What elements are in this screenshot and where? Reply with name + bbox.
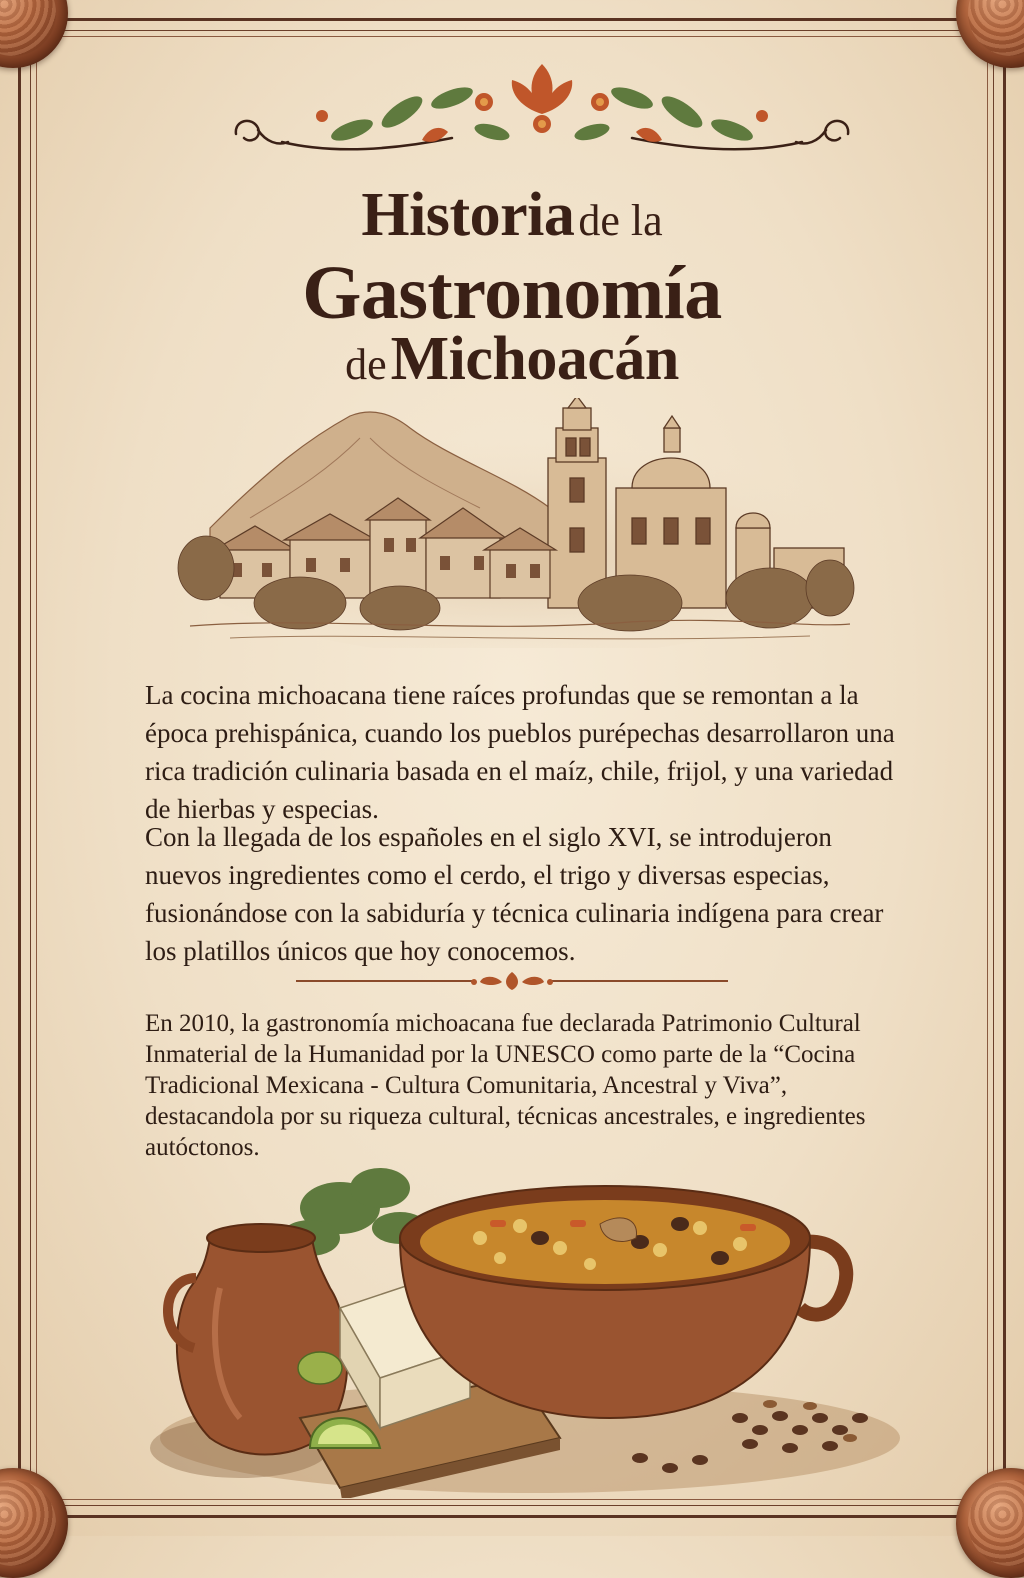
title-michoacan: Michoacán [390,325,679,393]
title-historia: Historia [361,181,575,249]
ornamental-divider [296,968,728,994]
floral-ornament [222,58,862,168]
title-de: de [345,340,387,389]
title-line-1 [0,180,1024,251]
paragraph-unesco: En 2010, la gastronomía michoacana fue declarada Patrimonio Cultural Inmaterial de la Humanidad por la UNESCO como parte de la “Cocina Tradicional Mexicana - Cultura Comunitaria, Ancestral y Viva”, destacandola por su riqueza cultural, técnicas ancestrales, e ingredientes autóctonos. [145,1010,866,1161]
title-line-3 [0,324,1024,395]
traditional-dish-illustration [140,1168,900,1498]
colonial-town-illustration [170,398,860,648]
paragraph-origins: La cocina michoacana tiene raíces profundas que se remontan a la época prehispánica, cuando los pueblos purépechas desarrollaron una rica tradición culinaria basada en el maíz, chile, frijol, y una variedad de hierbas y especias. [145,680,895,824]
title-line-2: Gastronomía [302,251,722,335]
paragraph-spanish-arrival: Con la llegada de los españoles en el siglo XVI, se introdujeron nuevos ingredientes como el cerdo, el trigo y diversas especias, fusionándose con la sabiduría y técnica culinaria indígena para crear los platillos únicos que hoy conocemos. [145,822,884,966]
title-de-la: de la [578,196,663,245]
